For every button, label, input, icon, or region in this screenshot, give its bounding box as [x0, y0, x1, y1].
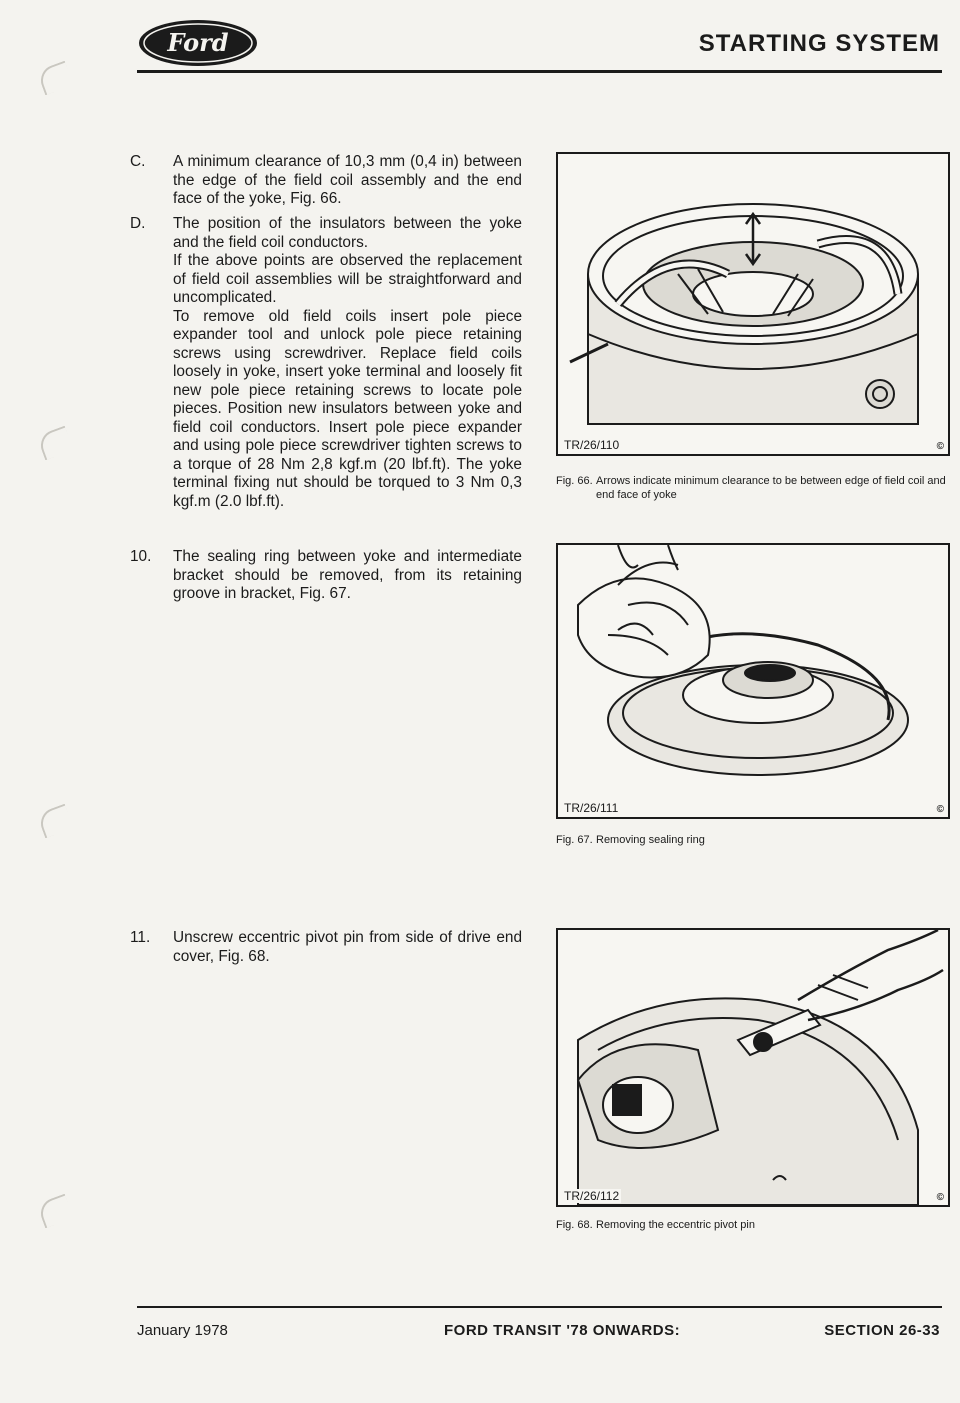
ford-logo [137, 18, 259, 68]
copyright-mark: © [936, 441, 944, 452]
copyright-mark: © [936, 1192, 944, 1203]
svg-text:Ford: Ford [167, 28, 229, 57]
binder-hole-mark [36, 426, 73, 461]
figure-66-caption [556, 474, 946, 502]
field-coil-yoke-illustration [558, 154, 948, 454]
binder-hole-mark [36, 61, 73, 96]
step-text: The position of the insulators between the yoke and the field coil conductors. [173, 215, 522, 251]
figure-68-caption [556, 1218, 946, 1232]
figure-reference-code: TR/26/110 [564, 438, 620, 452]
step-text: The sealing ring between yoke and intermediate bracket should be removed, from its retaining groove in bracket, Fig. 67. [173, 548, 522, 602]
header-rule [137, 70, 942, 73]
caption-text: Arrows indicate minimum clearance to be between edge of field coil and end face of yoke [596, 475, 946, 501]
page-title: STARTING SYSTEM [698, 30, 940, 57]
figure-reference-code: TR/26/111 [564, 801, 619, 815]
step-label: D. [130, 215, 146, 232]
binder-hole-mark [36, 804, 73, 839]
step-c [130, 153, 522, 209]
step-11 [130, 929, 522, 966]
footer-publication-title: FORD TRANSIT '78 ONWARDS: [444, 1322, 681, 1339]
step-text: Unscrew eccentric pivot pin from side of drive end cover, Fig. 68. [173, 929, 522, 965]
caption-number: Fig. 68. [556, 1219, 593, 1231]
figure-67-caption [556, 833, 946, 847]
caption-number: Fig. 67. [556, 834, 593, 846]
caption-number: Fig. 66. [556, 475, 593, 487]
figure-67 [556, 543, 950, 819]
eccentric-pivot-pin-illustration [558, 930, 948, 1205]
step-text: If the above points are observed the replacement of field coil assemblies will be straightforward and uncomplicated. [173, 252, 522, 306]
step-text: A minimum clearance of 10,3 mm (0,4 in) between the edge of the field coil assembly and the end face of the yoke, Fig. 66. [173, 153, 522, 207]
step-label: 11. [130, 929, 151, 946]
binder-hole-mark [36, 1194, 73, 1229]
footer-rule [137, 1306, 942, 1308]
step-label: C. [130, 153, 146, 170]
figure-66 [556, 152, 950, 456]
caption-text: Removing sealing ring [596, 834, 705, 846]
step-10 [130, 548, 522, 604]
sealing-ring-illustration [558, 545, 948, 817]
step-text: To remove old field coils insert pole piece expander tool and unlock pole piece retaining screws using screwdriver. Replace field coils loosely in yoke, insert yoke terminal and loosely fit new pole piece retaining screws to locate pole pieces. Position new insulators between yoke and field coil conductors. Insert pole piece expander and using pole piece screwdriver tighten screws to a torque of 28 Nm 2,8 kgf.m (20 lbf.ft). The yoke terminal fixing nut should be torqued to 3 Nm 0,3 kgf.m (2.0 lbf.ft). [173, 307, 522, 510]
footer-date: January 1978 [137, 1322, 228, 1339]
copyright-mark: © [936, 804, 944, 815]
figure-68 [556, 928, 950, 1207]
caption-text: Removing the eccentric pivot pin [596, 1219, 755, 1231]
figure-reference-code: TR/26/112 [564, 1189, 620, 1203]
footer-section-number: SECTION 26-33 [824, 1322, 940, 1339]
step-d [130, 215, 522, 511]
step-label: 10. [130, 548, 152, 565]
